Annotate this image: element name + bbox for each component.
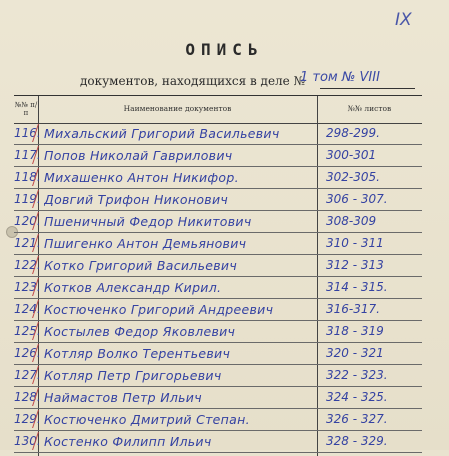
table-row [14, 410, 422, 431]
row-name: Пшигенко Антон Демьянович [44, 236, 247, 251]
row-pages: 306 - 307. [326, 192, 388, 206]
row-pages: 328 - 329. [326, 434, 388, 448]
row-name: Котков Александр Кирил. [44, 280, 222, 295]
table-row [14, 322, 422, 343]
row-number: 116. [14, 126, 41, 140]
row-number: 129. [14, 412, 41, 426]
row-name: Костюченко Григорий Андреевич [44, 302, 274, 317]
header-name: Наименование документов [123, 104, 232, 113]
row-pages: 322 - 323. [326, 368, 388, 382]
header-pages: №№ листов [347, 104, 392, 113]
row-name: Костылев Федор Яковлевич [44, 324, 236, 339]
row-number: 124. [14, 302, 41, 316]
row-name: Довгий Трифон Никонович [44, 192, 229, 207]
row-pages: 300-301 [326, 148, 377, 162]
row-name: Попов Николай Гаврилович [44, 148, 233, 163]
table-row [14, 168, 422, 189]
row-pages: 320 - 321 [326, 346, 384, 360]
row-number: 121. [14, 236, 41, 250]
row-number: 125. [14, 324, 41, 338]
row-name: Котляр Волко Терентьевич [44, 346, 231, 361]
row-number: 128. [14, 390, 41, 404]
row-name: Костюченко Дмитрий Степан. [44, 412, 250, 427]
table-row [14, 344, 422, 365]
row-pages: 298-299. [326, 126, 380, 140]
row-name: Котляр Петр Григорьевич [44, 368, 222, 383]
row-pages: 310 - 311 [326, 236, 384, 250]
row-name: Костенко Филипп Ильич [44, 434, 212, 449]
row-number: 120. [14, 214, 41, 228]
table-row [14, 234, 422, 255]
row-name: Котко Григорий Васильевич [44, 258, 238, 273]
row-pages: 312 - 313 [326, 258, 384, 272]
case-number: 1 том № VIII [300, 70, 380, 85]
row-number: 118. [14, 170, 41, 184]
row-name: Пшеничный Федор Никитович [44, 214, 252, 229]
row-pages: 308-309 [326, 214, 377, 228]
inventory-table [14, 95, 422, 456]
table-row [14, 300, 422, 321]
table-row [14, 388, 422, 409]
row-pages: 314 - 315. [326, 280, 388, 294]
row-number: 122. [14, 258, 41, 272]
case-number-underline [320, 88, 415, 89]
header-number: №№ п/п [14, 101, 38, 117]
row-pages: 316-317. [326, 302, 380, 316]
table-row [14, 146, 422, 167]
row-number: 117. [14, 148, 41, 162]
table-header [14, 96, 422, 124]
table-row [14, 256, 422, 277]
roman-numeral: IX [395, 10, 412, 30]
table-row [14, 366, 422, 387]
row-name: Михашенко Антон Никифор. [44, 170, 239, 185]
row-name: Михальский Григорий Васильевич [44, 126, 280, 141]
table-row [14, 190, 422, 211]
table-row [14, 124, 422, 145]
row-number: 119. [14, 192, 41, 206]
row-pages: 326 - 327. [326, 412, 388, 426]
table-row [14, 278, 422, 299]
row-name: Наймастов Петр Ильич [44, 390, 202, 405]
row-number: 123. [14, 280, 41, 294]
page-title: ОПИСЬ [185, 40, 264, 59]
table-row [14, 212, 422, 233]
row-pages: 324 - 325. [326, 390, 388, 404]
row-pages: 318 - 319 [326, 324, 384, 338]
row-number: 126. [14, 346, 41, 360]
row-number: 127. [14, 368, 41, 382]
row-number: 130. [14, 434, 41, 448]
subtitle: документов, находящихся в деле № [80, 74, 305, 88]
row-pages: 302-305. [326, 170, 380, 184]
